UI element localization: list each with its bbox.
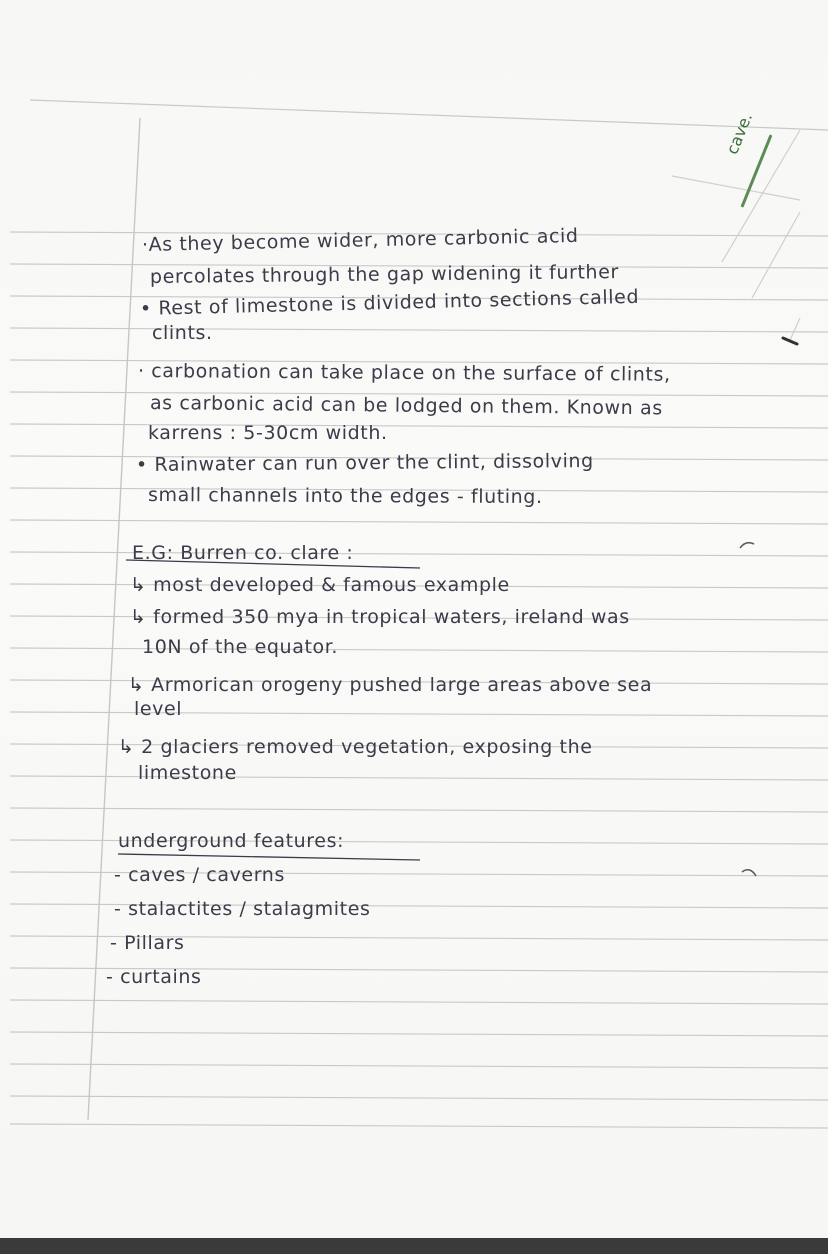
underground-item: - stalactites / stalagmites xyxy=(114,898,371,920)
note-line: • Rest of limestone is divided into sections called xyxy=(139,285,640,320)
page-edge-shadow xyxy=(0,1238,828,1254)
note-line: as carbonic acid can be lodged on them. Known as xyxy=(149,392,663,420)
corner-label: cave. xyxy=(722,110,757,157)
example-line: 10N of the equator. xyxy=(142,636,339,658)
underground-item: - caves / caverns xyxy=(114,864,285,886)
example-line: ↳ 2 glaciers removed vegetation, exposing the xyxy=(118,736,593,758)
underground-heading: underground features: xyxy=(118,830,345,852)
example-line: ↳ Armorican orogeny pushed large areas above sea xyxy=(128,674,653,696)
example-line: level xyxy=(134,698,183,720)
note-line: clints. xyxy=(152,322,213,344)
example-line: ↳ formed 350 mya in tropical waters, ireland was xyxy=(130,606,630,628)
note-line: percolates through the gap widening it further xyxy=(149,261,619,288)
example-line: ↳ most developed & famous example xyxy=(130,574,510,596)
underground-item: - curtains xyxy=(106,966,202,988)
note-line: karrens : 5-30cm width. xyxy=(148,422,388,444)
note-line: small channels into the edges - fluting. xyxy=(147,484,543,509)
example-heading: E.G: Burren co. clare : xyxy=(132,542,354,564)
example-line: limestone xyxy=(138,762,237,784)
note-line: ·As they become wider, more carbonic acid xyxy=(141,224,579,256)
note-line: • Rainwater can run over the clint, dissolving xyxy=(135,450,594,476)
note-line: · carbonation can take place on the surface of clints, xyxy=(137,360,671,386)
underground-item: - Pillars xyxy=(110,932,185,954)
